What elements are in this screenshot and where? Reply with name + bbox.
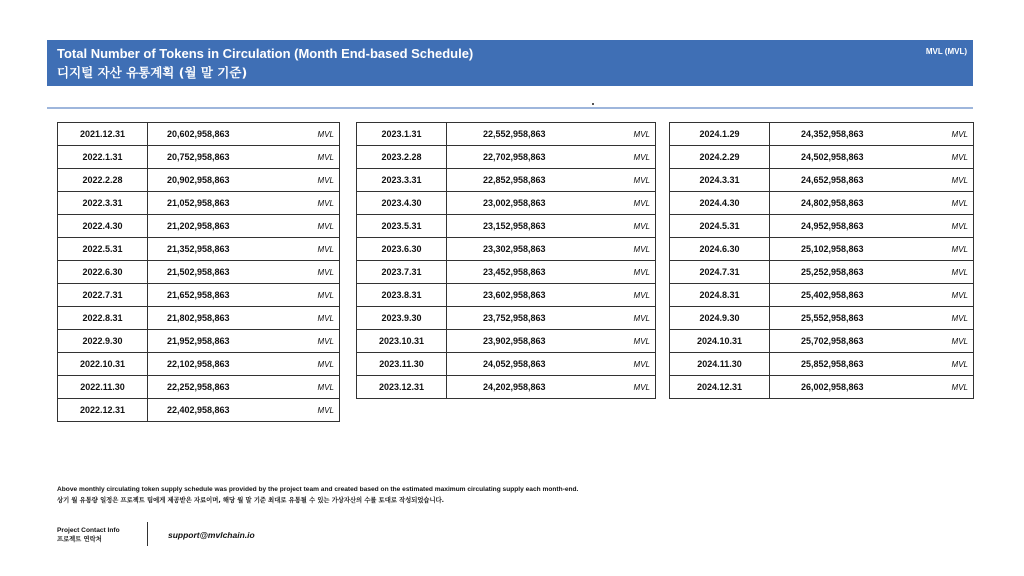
row-amount: 25,852,958,863 bbox=[770, 353, 934, 376]
row-unit: MVL bbox=[934, 330, 974, 353]
table-row bbox=[670, 238, 974, 261]
row-amount: 22,852,958,863 bbox=[447, 169, 616, 192]
row-date: 2023.2.28 bbox=[357, 146, 447, 169]
row-date: 2023.8.31 bbox=[357, 284, 447, 307]
row-date: 2024.10.31 bbox=[670, 330, 770, 353]
row-date: 2023.11.30 bbox=[357, 353, 447, 376]
table-row bbox=[357, 353, 656, 376]
row-unit: MVL bbox=[616, 353, 656, 376]
page-title: Total Number of Tokens in Circulation (Month End-based Schedule) bbox=[57, 46, 474, 61]
row-unit: MVL bbox=[300, 215, 340, 238]
row-amount: 24,352,958,863 bbox=[770, 123, 934, 146]
table-row bbox=[670, 376, 974, 399]
table-row bbox=[58, 376, 340, 399]
table-row bbox=[357, 284, 656, 307]
table-row bbox=[58, 399, 340, 422]
row-amount: 24,652,958,863 bbox=[770, 169, 934, 192]
row-unit: MVL bbox=[616, 307, 656, 330]
row-date: 2022.9.30 bbox=[58, 330, 148, 353]
row-date: 2023.7.31 bbox=[357, 261, 447, 284]
row-date: 2022.6.30 bbox=[58, 261, 148, 284]
row-date: 2021.12.31 bbox=[58, 123, 148, 146]
table-row bbox=[357, 192, 656, 215]
table-row bbox=[670, 284, 974, 307]
row-date: 2024.7.31 bbox=[670, 261, 770, 284]
contact-email-link[interactable]: support@mvlchain.io bbox=[168, 530, 255, 540]
row-amount: 25,402,958,863 bbox=[770, 284, 934, 307]
table-row bbox=[58, 146, 340, 169]
row-amount: 21,652,958,863 bbox=[148, 284, 300, 307]
schedule-table-2022 bbox=[57, 122, 340, 422]
table-row bbox=[357, 146, 656, 169]
marker-dot bbox=[592, 103, 594, 105]
table-row bbox=[58, 284, 340, 307]
row-amount: 23,602,958,863 bbox=[447, 284, 616, 307]
row-unit: MVL bbox=[616, 146, 656, 169]
row-date: 2024.11.30 bbox=[670, 353, 770, 376]
table-row bbox=[58, 169, 340, 192]
row-amount: 25,552,958,863 bbox=[770, 307, 934, 330]
table-row bbox=[357, 215, 656, 238]
row-amount: 24,052,958,863 bbox=[447, 353, 616, 376]
row-unit: MVL bbox=[934, 307, 974, 330]
row-date: 2024.3.31 bbox=[670, 169, 770, 192]
table-row bbox=[670, 192, 974, 215]
row-amount: 25,702,958,863 bbox=[770, 330, 934, 353]
row-amount: 25,252,958,863 bbox=[770, 261, 934, 284]
row-unit: MVL bbox=[300, 192, 340, 215]
table-row bbox=[670, 330, 974, 353]
table-row bbox=[58, 238, 340, 261]
schedule-table-2023 bbox=[356, 122, 656, 399]
row-unit: MVL bbox=[300, 123, 340, 146]
table-row bbox=[357, 238, 656, 261]
footnote-en: Above monthly circulating token supply schedule was provided by the project team and created based on the estimated maximum circulating supply each month-end. bbox=[57, 486, 579, 493]
row-unit: MVL bbox=[300, 330, 340, 353]
row-amount: 23,302,958,863 bbox=[447, 238, 616, 261]
row-amount: 23,752,958,863 bbox=[447, 307, 616, 330]
footnote-kr: 상기 월 유통량 일정은 프로젝트 팀에게 제공받은 자료이며, 해당 월 말 기준 최대로 유통될 수 있는 가상자산의 수를 토대로 작성되었습니다. bbox=[57, 497, 445, 504]
table-row bbox=[58, 123, 340, 146]
row-unit: MVL bbox=[616, 284, 656, 307]
table-row bbox=[357, 376, 656, 399]
row-date: 2023.10.31 bbox=[357, 330, 447, 353]
row-unit: MVL bbox=[300, 353, 340, 376]
table-row bbox=[670, 353, 974, 376]
row-date: 2024.1.29 bbox=[670, 123, 770, 146]
row-unit: MVL bbox=[300, 146, 340, 169]
footnote bbox=[57, 484, 578, 506]
row-unit: MVL bbox=[616, 192, 656, 215]
row-amount: 21,352,958,863 bbox=[148, 238, 300, 261]
row-amount: 20,602,958,863 bbox=[148, 123, 300, 146]
row-amount: 20,902,958,863 bbox=[148, 169, 300, 192]
row-unit: MVL bbox=[934, 215, 974, 238]
table-row bbox=[670, 215, 974, 238]
contact-divider bbox=[147, 522, 148, 546]
row-unit: MVL bbox=[616, 376, 656, 399]
row-amount: 23,902,958,863 bbox=[447, 330, 616, 353]
contact-label-kr: 프로젝트 연락처 bbox=[57, 536, 102, 543]
row-amount: 20,752,958,863 bbox=[148, 146, 300, 169]
row-unit: MVL bbox=[300, 307, 340, 330]
table-row bbox=[58, 215, 340, 238]
table-row bbox=[357, 261, 656, 284]
row-unit: MVL bbox=[616, 261, 656, 284]
row-amount: 22,102,958,863 bbox=[148, 353, 300, 376]
schedule-table-2024 bbox=[669, 122, 974, 399]
row-date: 2024.8.31 bbox=[670, 284, 770, 307]
row-amount: 22,252,958,863 bbox=[148, 376, 300, 399]
table-row bbox=[670, 123, 974, 146]
row-amount: 25,102,958,863 bbox=[770, 238, 934, 261]
row-amount: 22,552,958,863 bbox=[447, 123, 616, 146]
table-row bbox=[357, 169, 656, 192]
row-unit: MVL bbox=[934, 192, 974, 215]
row-amount: 23,152,958,863 bbox=[447, 215, 616, 238]
table-row bbox=[58, 307, 340, 330]
row-unit: MVL bbox=[934, 261, 974, 284]
row-date: 2022.7.31 bbox=[58, 284, 148, 307]
contact-label-en: Project Contact Info bbox=[57, 527, 120, 534]
table-row bbox=[670, 307, 974, 330]
table-row bbox=[357, 330, 656, 353]
table-row bbox=[58, 192, 340, 215]
table-row bbox=[670, 169, 974, 192]
row-date: 2023.4.30 bbox=[357, 192, 447, 215]
table-row bbox=[58, 330, 340, 353]
row-unit: MVL bbox=[300, 261, 340, 284]
row-unit: MVL bbox=[934, 353, 974, 376]
row-date: 2024.9.30 bbox=[670, 307, 770, 330]
row-amount: 24,802,958,863 bbox=[770, 192, 934, 215]
row-unit: MVL bbox=[616, 123, 656, 146]
row-amount: 21,202,958,863 bbox=[148, 215, 300, 238]
page-header bbox=[47, 40, 973, 86]
row-date: 2022.4.30 bbox=[58, 215, 148, 238]
row-unit: MVL bbox=[300, 284, 340, 307]
row-unit: MVL bbox=[934, 123, 974, 146]
row-date: 2022.11.30 bbox=[58, 376, 148, 399]
row-date: 2023.5.31 bbox=[357, 215, 447, 238]
row-unit: MVL bbox=[934, 146, 974, 169]
row-amount: 22,402,958,863 bbox=[148, 399, 300, 422]
row-date: 2023.6.30 bbox=[357, 238, 447, 261]
row-amount: 22,702,958,863 bbox=[447, 146, 616, 169]
row-unit: MVL bbox=[616, 215, 656, 238]
header-divider bbox=[47, 107, 973, 109]
row-amount: 21,952,958,863 bbox=[148, 330, 300, 353]
row-amount: 23,002,958,863 bbox=[447, 192, 616, 215]
row-unit: MVL bbox=[616, 169, 656, 192]
unit-label: MVL (MVL) bbox=[925, 47, 967, 56]
row-unit: MVL bbox=[616, 238, 656, 261]
row-amount: 26,002,958,863 bbox=[770, 376, 934, 399]
table-row bbox=[58, 353, 340, 376]
row-unit: MVL bbox=[616, 330, 656, 353]
row-date: 2024.2.29 bbox=[670, 146, 770, 169]
row-date: 2023.1.31 bbox=[357, 123, 447, 146]
row-date: 2022.8.31 bbox=[58, 307, 148, 330]
row-date: 2022.1.31 bbox=[58, 146, 148, 169]
table-row bbox=[357, 123, 656, 146]
row-unit: MVL bbox=[934, 238, 974, 261]
row-amount: 21,802,958,863 bbox=[148, 307, 300, 330]
row-unit: MVL bbox=[300, 238, 340, 261]
table-row bbox=[58, 261, 340, 284]
row-date: 2024.6.30 bbox=[670, 238, 770, 261]
row-date: 2024.4.30 bbox=[670, 192, 770, 215]
row-amount: 24,952,958,863 bbox=[770, 215, 934, 238]
page-subtitle: 디지털 자산 유통계획 (월 말 기준) bbox=[57, 65, 248, 80]
row-date: 2024.5.31 bbox=[670, 215, 770, 238]
row-unit: MVL bbox=[300, 376, 340, 399]
contact-label bbox=[57, 526, 120, 544]
table-row bbox=[670, 146, 974, 169]
table-row bbox=[357, 307, 656, 330]
row-amount: 24,202,958,863 bbox=[447, 376, 616, 399]
row-date: 2023.9.30 bbox=[357, 307, 447, 330]
row-amount: 24,502,958,863 bbox=[770, 146, 934, 169]
row-date: 2023.12.31 bbox=[357, 376, 447, 399]
row-amount: 21,052,958,863 bbox=[148, 192, 300, 215]
row-amount: 21,502,958,863 bbox=[148, 261, 300, 284]
row-date: 2024.12.31 bbox=[670, 376, 770, 399]
row-unit: MVL bbox=[934, 169, 974, 192]
row-unit: MVL bbox=[934, 376, 974, 399]
row-date: 2022.2.28 bbox=[58, 169, 148, 192]
row-date: 2022.10.31 bbox=[58, 353, 148, 376]
table-row bbox=[670, 261, 974, 284]
row-date: 2022.5.31 bbox=[58, 238, 148, 261]
row-unit: MVL bbox=[300, 169, 340, 192]
row-date: 2023.3.31 bbox=[357, 169, 447, 192]
row-unit: MVL bbox=[934, 284, 974, 307]
row-unit: MVL bbox=[300, 399, 340, 422]
row-date: 2022.3.31 bbox=[58, 192, 148, 215]
row-amount: 23,452,958,863 bbox=[447, 261, 616, 284]
row-date: 2022.12.31 bbox=[58, 399, 148, 422]
